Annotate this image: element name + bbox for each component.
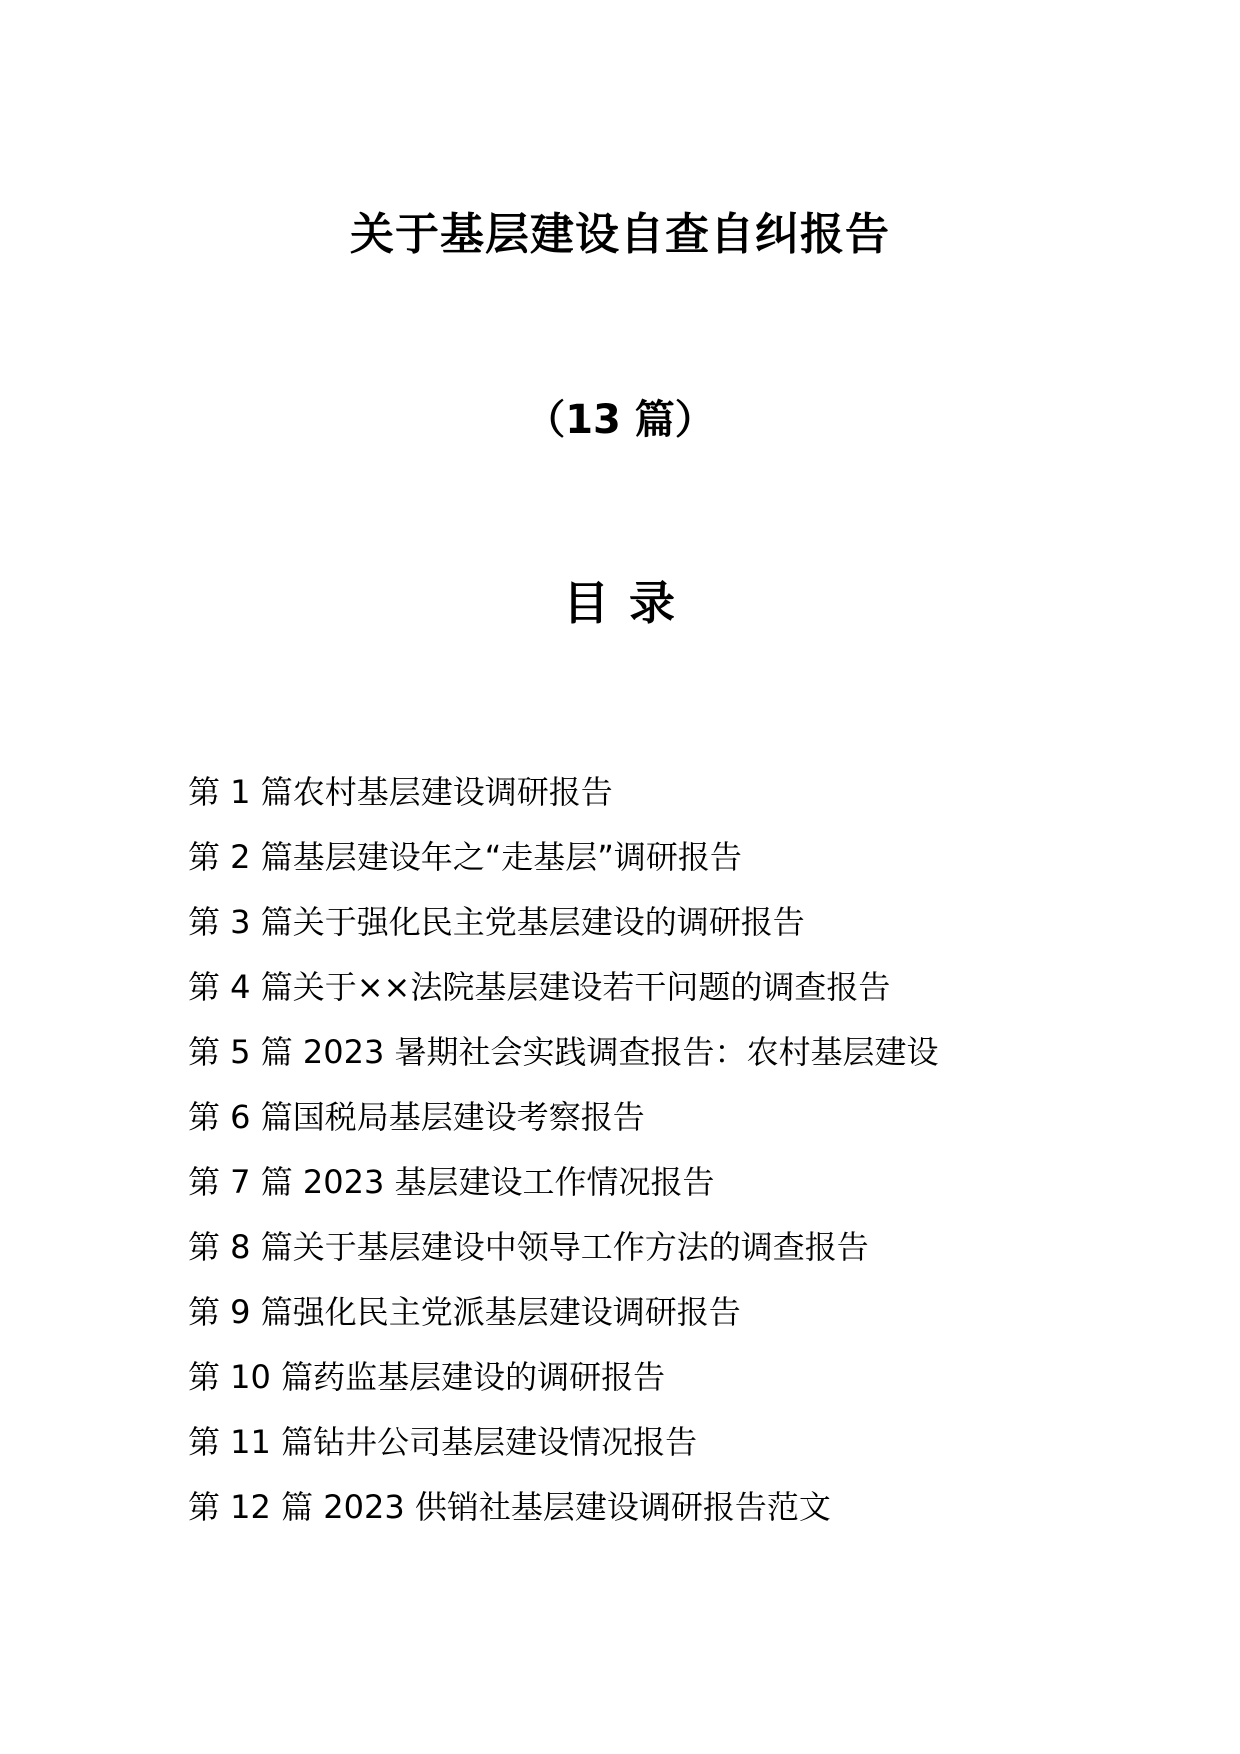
toc-item-7: 第 7 篇 2023 基层建设工作情况报告 (188, 1163, 715, 1201)
toc-item-5: 第 5 篇 2023 暑期社会实践调查报告：农村基层建设 (188, 1033, 939, 1071)
toc-item-6: 第 6 篇国税局基层建设考察报告 (188, 1098, 645, 1136)
document-count: （13 篇） (525, 397, 715, 443)
toc-item-2: 第 2 篇基层建设年之“走基层”调研报告 (188, 838, 742, 876)
toc-item-12: 第 12 篇 2023 供销社基层建设调研报告范文 (188, 1488, 831, 1526)
document-title: 关于基层建设自查自纠报告 (350, 209, 890, 260)
toc-item-11: 第 11 篇钻井公司基层建设情况报告 (188, 1423, 698, 1461)
toc-item-4: 第 4 篇关于××法院基层建设若干问题的调查报告 (188, 968, 891, 1006)
toc-item-10: 第 10 篇药监基层建设的调研报告 (188, 1358, 666, 1396)
toc-item-3: 第 3 篇关于强化民主党基层建设的调研报告 (188, 903, 805, 941)
toc-item-8: 第 8 篇关于基层建设中领导工作方法的调查报告 (188, 1228, 869, 1266)
table-of-contents (188, 760, 939, 1540)
toc-heading: 目 录 (562, 576, 677, 630)
toc-item-9: 第 9 篇强化民主党派基层建设调研报告 (188, 1293, 741, 1331)
toc-item-1: 第 1 篇农村基层建设调研报告 (188, 773, 613, 811)
